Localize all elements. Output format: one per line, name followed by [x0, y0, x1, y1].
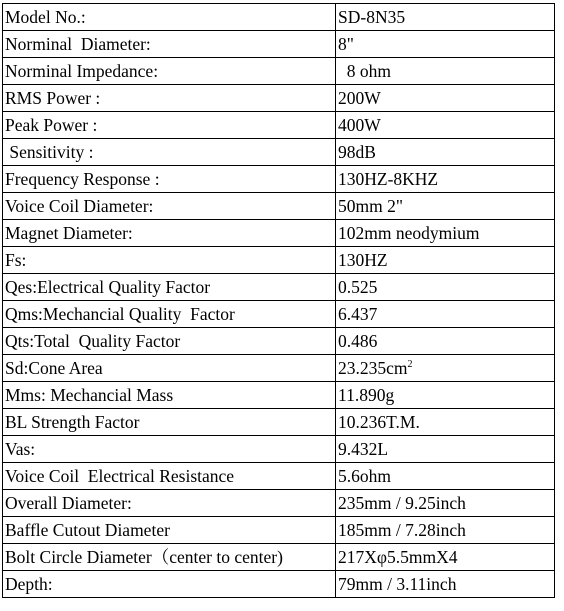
spec-label: Norminal Impedance: — [3, 58, 336, 85]
table-row — [3, 166, 555, 193]
spec-label: Peak Power : — [3, 112, 336, 139]
spec-label: Vas: — [3, 436, 336, 463]
table-row — [3, 571, 555, 598]
spec-label: Fs: — [3, 247, 336, 274]
table-row — [3, 355, 555, 382]
spec-table — [2, 3, 555, 598]
spec-label: Sd:Cone Area — [3, 355, 336, 382]
spec-value: 11.890g — [336, 382, 555, 409]
spec-value: 5.6ohm — [336, 463, 555, 490]
table-row — [3, 436, 555, 463]
spec-table-body — [3, 4, 555, 598]
spec-value: 6.437 — [336, 301, 555, 328]
spec-value: 200W — [336, 85, 555, 112]
table-row — [3, 274, 555, 301]
table-row — [3, 58, 555, 85]
table-row — [3, 220, 555, 247]
spec-label: Voice Coil Electrical Resistance — [3, 463, 336, 490]
table-row — [3, 382, 555, 409]
spec-value: 185mm / 7.28inch — [336, 517, 555, 544]
spec-value: 102mm neodymium — [336, 220, 555, 247]
spec-label: Overall Diameter: — [3, 490, 336, 517]
spec-label: Depth: — [3, 571, 336, 598]
spec-value: 0.525 — [336, 274, 555, 301]
spec-label: BL Strength Factor — [3, 409, 336, 436]
table-row — [3, 4, 555, 31]
spec-value: 130HZ-8KHZ — [336, 166, 555, 193]
spec-label: Norminal Diameter: — [3, 31, 336, 58]
spec-value: SD-8N35 — [336, 4, 555, 31]
spec-value: 9.432L — [336, 436, 555, 463]
spec-value: 235mm / 9.25inch — [336, 490, 555, 517]
table-row — [3, 247, 555, 274]
spec-value: 130HZ — [336, 247, 555, 274]
spec-label: Model No.: — [3, 4, 336, 31]
spec-value: 0.486 — [336, 328, 555, 355]
spec-value: 400W — [336, 112, 555, 139]
spec-label: Sensitivity : — [3, 139, 336, 166]
table-row — [3, 544, 555, 571]
table-row — [3, 517, 555, 544]
spec-label: Qes:Electrical Quality Factor — [3, 274, 336, 301]
spec-label: Mms: Mechancial Mass — [3, 382, 336, 409]
table-row — [3, 85, 555, 112]
spec-label: Qts:Total Quality Factor — [3, 328, 336, 355]
spec-label: Qms:Mechancial Quality Factor — [3, 301, 336, 328]
table-row — [3, 31, 555, 58]
spec-label: Magnet Diameter: — [3, 220, 336, 247]
spec-label: Frequency Response : — [3, 166, 336, 193]
spec-label: Voice Coil Diameter: — [3, 193, 336, 220]
spec-value: 98dB — [336, 139, 555, 166]
spec-label: RMS Power : — [3, 85, 336, 112]
superscript: 2 — [407, 359, 413, 370]
spec-value: 8 ohm — [336, 58, 555, 85]
table-row — [3, 112, 555, 139]
table-row — [3, 409, 555, 436]
table-row — [3, 193, 555, 220]
spec-value — [336, 355, 555, 382]
table-row — [3, 463, 555, 490]
table-row — [3, 301, 555, 328]
spec-value: 8" — [336, 31, 555, 58]
table-row — [3, 328, 555, 355]
spec-value: 217Xφ5.5mmX4 — [336, 544, 555, 571]
spec-value: 79mm / 3.11inch — [336, 571, 555, 598]
spec-label: Baffle Cutout Diameter — [3, 517, 336, 544]
spec-value-text: 23.235cm — [338, 358, 408, 378]
spec-value: 10.236T.M. — [336, 409, 555, 436]
table-row — [3, 490, 555, 517]
spec-label: Bolt Circle Diameter（center to center) — [3, 544, 336, 571]
spec-value: 50mm 2" — [336, 193, 555, 220]
table-row — [3, 139, 555, 166]
